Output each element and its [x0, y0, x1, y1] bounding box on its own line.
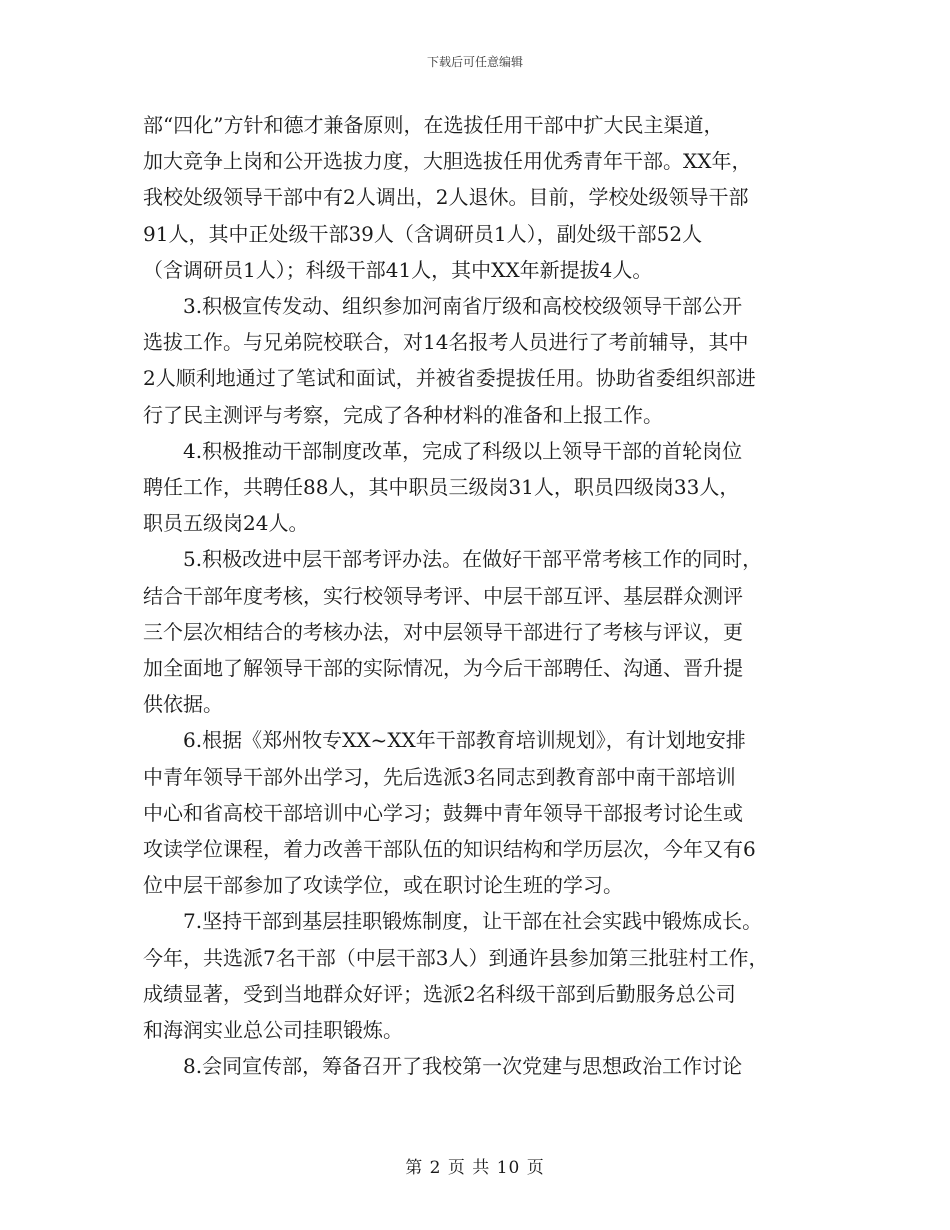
paragraph: 3.积极宣传发动、组织参加河南省厅级和高校校级领导干部公开 选拔工作。与兄弟院校联合，对14名报考人员进行了考前辅导，其中 2人顺利地通过了笔试和面试，并被省委提拔任用。协助省委组织部进 行了民主测评与考察，完成了各种材料的准备和上报工作。 — [143, 294, 756, 427]
paragraph: 6.根据《郑州牧专XX~XX年干部教育培训规划》，有计划地安排 中青年领导干部外出学习，先后选派3名同志到教育部中南干部培训 中心和省高校干部培训中心学习；鼓舞中青年领导干部报考讨论生或 攻读学位课程，着力改善干部队伍的知识结构和学历层次，今年又有6 位中层干部参加了攻读学位，或在职讨论生班的学习。 — [143, 728, 756, 898]
paragraph: 5.积极改进中层干部考评办法。在做好干部平常考核工作的同时， 结合干部年度考核，实行校领导考评、中层干部互评、基层群众测评 三个层次相结合的考核办法，对中层领导干部进行了考核与评议，更 加全面地了解领导干部的实际情况，为今后干部聘任、沟通、晋升提 供依据。 — [143, 547, 763, 717]
paragraph: 7.坚持干部到基层挂职锻炼制度，让干部在社会实践中锻炼成长。 今年，共选派7名干部（中层干部3人）到通许县参加第三批驻村工作， 成绩显著，受到当地群众好评；选派2名科级干部到后勤服务总公司 和海润实业总公司挂职锻炼。 — [143, 909, 769, 1043]
paragraph: 8.会同宣传部，筹备召开了我校第一次党建与思想政治工作讨论 — [143, 1054, 743, 1079]
paragraph: 4.积极推动干部制度改革，完成了科级以上领导干部的首轮岗位 聘任工作，共聘任88人，其中职员三级岗31人，职员四级岗33人， 职员五级岗24人。 — [143, 438, 743, 536]
page-number-footer: 第 2 页 共 10 页 — [405, 1158, 545, 1178]
paragraph: 部“四化”方针和德才兼备原则，在选拔任用干部中扩大民主渠道， 加大竞争上岗和公开选拔力度，大胆选拔任用优秀青年干部。XX年， 我校处级领导干部中有2人调出，2人退休。目前，学校处级领导干部 91人，其中正处级干部39人（含调研员1人），副处级干部52人 （含调研员1人）；科级干部41人，其中XX年新提拔4人。 — [143, 113, 752, 282]
document-body — [143, 107, 823, 1084]
page-header: 下载后可任意编辑 — [426, 55, 523, 69]
